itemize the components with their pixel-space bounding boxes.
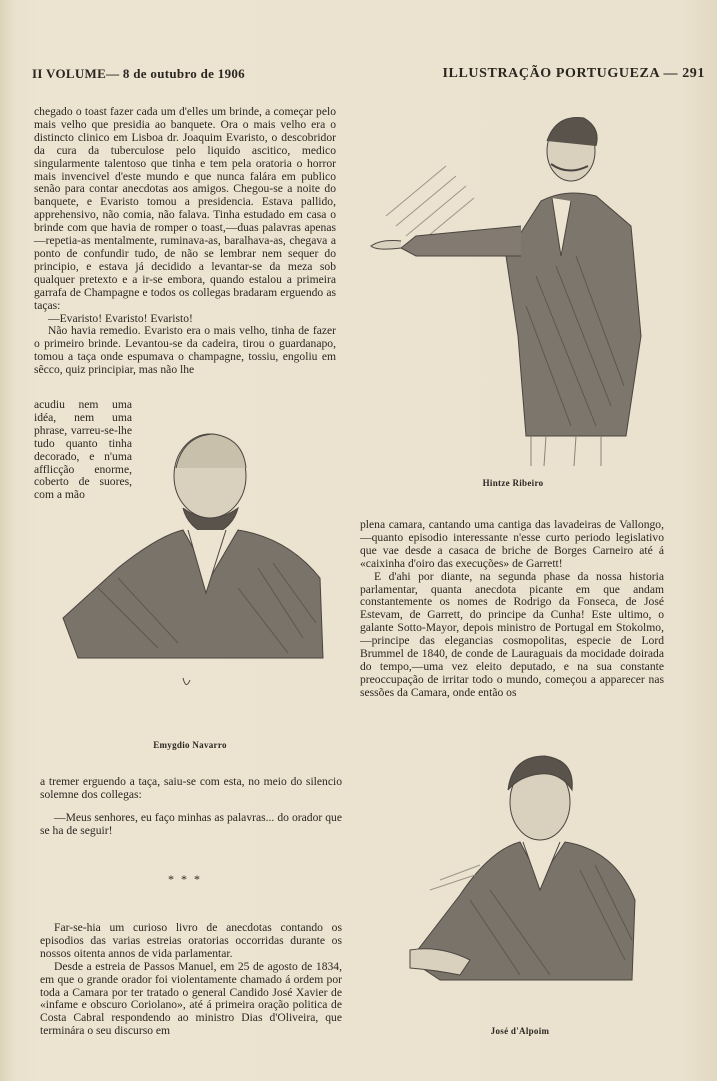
jose-dalpoim-caption: José d'Alpoim <box>490 1026 550 1036</box>
paragraph: —Evaristo! Evaristo! Evaristo! <box>48 311 193 325</box>
paragraph: Desde a estreia de Passos Manuel, em 25 de agosto de 1834, em que o grande orador foi violentamente chamado á ordem por toda a Camara por ter tratado o general Candido José Xavier de «infame e obscuro Coriolano», até á primeira oração politica de Costa Cabral respondendo ao ministro Dias d'Oliveira, que terminára o seu discurso em <box>40 959 342 1038</box>
column-a-text <box>34 106 336 377</box>
hintze-ribeiro-caption: Hintze Ribeiro <box>482 478 544 488</box>
paragraph: —Meus senhores, eu faço minhas as palavras... do orador que se ha de seguir! <box>40 810 342 837</box>
emygdio-navarro-portrait <box>58 428 338 698</box>
paragraph: acudiu nem uma idéa, nem uma phrase, varreu-se-lhe tudo quanto tinha decorado, e n'uma afflicção enorme, coberto de suores, com a mão <box>34 398 132 502</box>
paragraph: chegado o toast fazer cada um d'elles um brinde, a começar pelo mais velho que presidia ao banquete. Ora o mais velho era o distincto clinico em Lisboa dr. Joaquim Evaristo, o descobridor da cura da tuberculose pelo liquido ascitico, medico singularmente talentoso que tinha e tem pela oratoria o horror mais invencivel d'este mundo e que nunca falára em publico senão para contar anecdotas aos amigos. Chegou-se a noite do banquete, e Evaristo tomou a presidencia. Estava pallido, apprehensivo, não comia, não falava. Tinha estudado em casa o brinde com que havia de romper o toast,—duas palavras apenas—repetia-as mentalmente, ruminava-as, baralhava-as, chegava a ponto de confundir tudo, de não se lembrar nem sequer do principio, e estava já decidido a levantar-se da meza sob qualquer pretexto e a ir-se embora, quando estalou a primeira garrafa de Champagne e todos os collegas bradaram erguendo as taças: <box>34 105 336 312</box>
emygdio-navarro-caption: Emygdio Navarro <box>153 740 227 750</box>
hintze-ribeiro-portrait <box>356 106 656 466</box>
jose-dalpoim-portrait <box>400 750 660 990</box>
paragraph: E d'ahi por diante, na segunda phase da nossa historia parlamentar, quanta anecdota picante em que andam constantemente os nomes de Rodrigo da Fonseca, de José Estevam, de Garrett, do principe da Cunha! Este ultimo, o galante Sotto-Mayor, depois ministro de Portugal em Stokolmo,—principe das elegancias cosmopolitas, especie de Lord Brummel de 1840, de conde de Lauraguais da mocidade doirada do tempo,—uma vez eleito deputado, e na sua constante preoccupação de irritar todo o mundo, começou a apparecer nas sessões da Camara, onde então os <box>360 569 664 699</box>
column-a-bottom-text <box>40 776 342 838</box>
column-a-end-text <box>40 922 342 1038</box>
paragraph: a tremer erguendo a taça, saiu-se com esta, no meio do silencio solemne dos collegas: <box>40 775 342 801</box>
paragraph: Não havia remedio. Evaristo era o mais velho, tinha de fazer o primeiro brinde. Levantou-se da cadeira, tirou o guardanapo, tomou a taça onde espumava o champagne, tossiu, engoliu em sêcco, quiz principiar, mas não lhe <box>34 324 336 377</box>
section-separator: * * * <box>168 872 202 886</box>
header-publication-title: ILLUSTRAÇÃO PORTUGUEZA — 291 <box>442 66 705 81</box>
page-header <box>32 64 705 86</box>
header-volume-date: II VOLUME— 8 de outubro de 1906 <box>32 66 245 81</box>
column-b-text <box>360 519 664 700</box>
paragraph: Far-se-hia um curioso livro de anecdotas contando os episodios das varias estreias oratorias occorridas durante os nossos oitenta annos de vida parlamentar. <box>40 921 342 960</box>
paragraph: plena camara, cantando uma cantiga das lavadeiras de Vallongo,—quanto episodio interessante n'esse curto periodo legislativo que vae desde a casaca de briche de Borges Carneiro até á «caixinha d'oiro das execuções» de Garrett! <box>360 518 664 570</box>
